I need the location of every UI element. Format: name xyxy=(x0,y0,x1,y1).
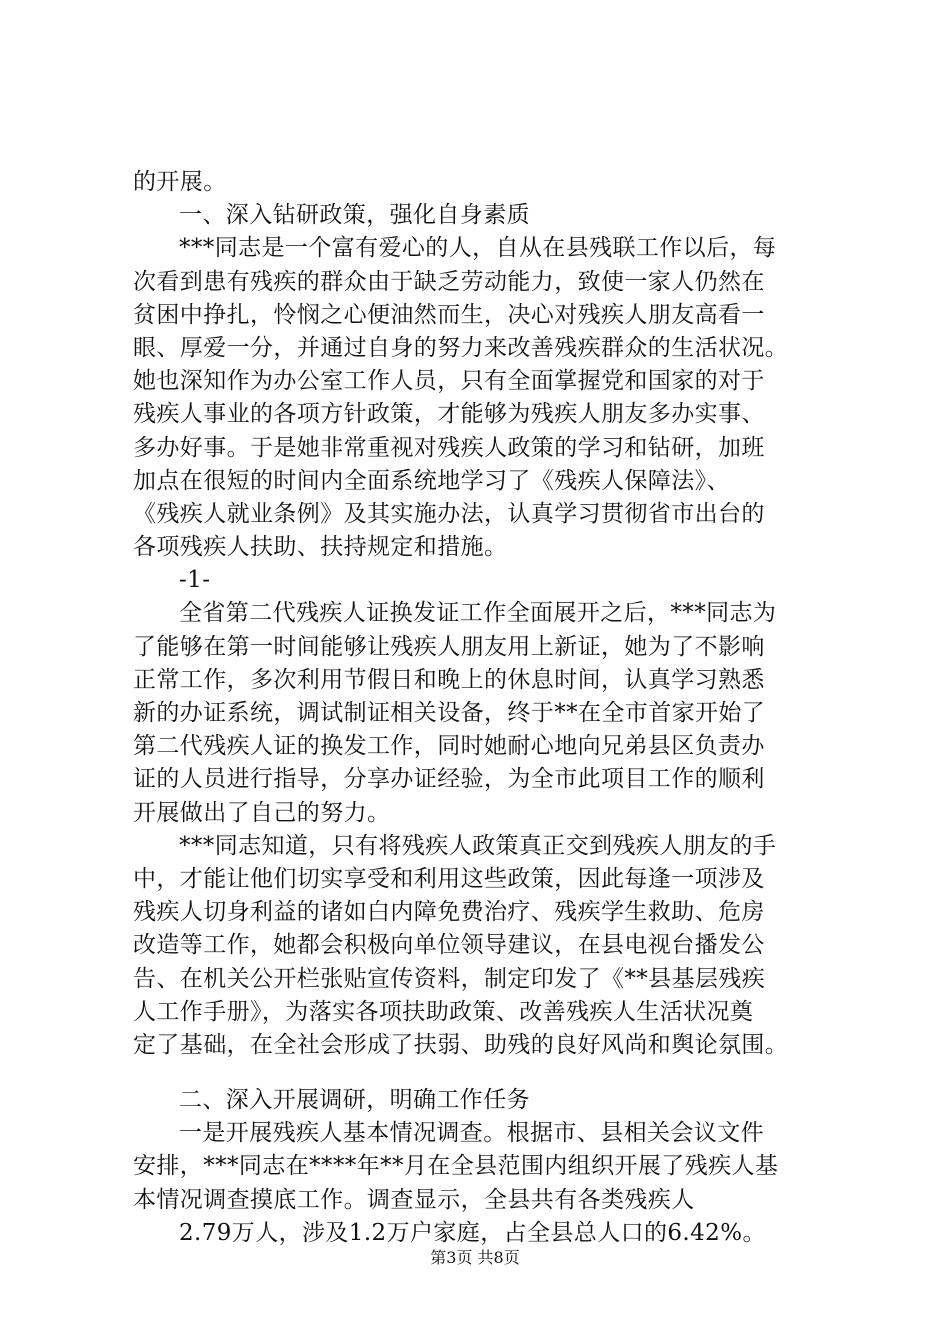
text-line: 开展做出了自己的努力。 xyxy=(133,799,391,826)
text-line: 次看到患有残疾的群众由于缺乏劳动能力，致使一家人仍然在 xyxy=(133,268,765,295)
text-line: 残疾人切身利益的诸如白内障免费治疗、残疾学生救助、危房 xyxy=(133,899,765,926)
inline-page-number: -1- xyxy=(179,567,211,594)
text-line: 了能够在第一时间能够让残疾人朋友用上新证，她为了不影响 xyxy=(133,633,765,660)
text-line: 加点在很短的时间内全面系统地学习了《残疾人保障法》、 xyxy=(133,467,730,494)
text-line: 中，才能让他们切实享受和利用这些政策，因此每逢一项涉及 xyxy=(133,865,765,892)
page-footer: 第3页 共8页 xyxy=(430,1248,520,1267)
text-line: 正常工作，多次利用节假日和晚上的休息时间，认真学习熟悉 xyxy=(133,666,765,693)
text-line: 残疾人事业的各项方针政策，才能够为残疾人朋友多办实事、 xyxy=(133,401,765,428)
text-line: 定了基础，在全社会形成了扶弱、助残的良好风尚和舆论氛围。 xyxy=(133,1031,789,1058)
text-line: 《残疾人就业条例》及其实施办法，认真学习贯彻省市出台的 xyxy=(133,500,765,527)
text-line: ***同志是一个富有爱心的人，自从在县残联工作以后，每 xyxy=(179,235,777,262)
text-line: 安排，***同志在****年**月在全县范围内组织开展了残疾人基 xyxy=(133,1153,779,1180)
text-line: ***同志知道，只有将残疾人政策真正交到残疾人朋友的手 xyxy=(179,832,777,859)
section-heading-2: 二、深入开展调研，明确工作任务 xyxy=(179,1087,530,1114)
section-heading-1: 一、深入钻研政策，强化自身素质 xyxy=(179,202,530,229)
text-line: 第二代残疾人证的换发工作，同时她耐心地向兄弟县区负责办 xyxy=(133,733,765,760)
text-line: 的开展。 xyxy=(133,169,227,195)
document-body xyxy=(133,166,833,1250)
text-line: 新的办证系统，调试制证相关设备，终于**在全市首家开始了 xyxy=(133,700,766,726)
text-line: 全省第二代残疾人证换发证工作全面展开之后，***同志为 xyxy=(179,600,777,627)
text-line: 2.79万人，涉及1.2万户家庭，占全县总人口的6.42%。 xyxy=(179,1219,766,1246)
text-line: 多办好事。于是她非常重视对残疾人政策的学习和钻研，加班 xyxy=(133,434,765,461)
text-line: 各项残疾人扶助、扶持规定和措施。 xyxy=(133,534,508,561)
text-line: 证的人员进行指导，分享办证经验，为全市此项目工作的顺利 xyxy=(133,766,765,793)
text-line: 贫困中挣扎，怜悯之心便油然而生，决心对残疾人朋友高看一 xyxy=(133,301,765,328)
text-line: 一是开展残疾人基本情况调查。根据市、县相关会议文件 xyxy=(179,1120,764,1147)
text-line: 眼、厚爱一分，并通过自身的努力来改善残疾群众的生活状况。 xyxy=(133,334,789,361)
text-line: 人工作手册》，为落实各项扶助政策、改善残疾人生活状况奠 xyxy=(133,998,754,1025)
paragraph-gap xyxy=(133,1062,833,1084)
text-line: 告、在机关公开栏张贴宣传资料，制定印发了《**县基层残疾 xyxy=(133,965,766,992)
text-line: 她也深知作为办公室工作人员，只有全面掌握党和国家的对于 xyxy=(133,368,765,395)
text-line: 改造等工作，她都会积极向单位领导建议，在县电视台播发公 xyxy=(133,932,765,959)
text-line: 本情况调查摸底工作。调查显示，全县共有各类残疾人 xyxy=(133,1186,695,1213)
